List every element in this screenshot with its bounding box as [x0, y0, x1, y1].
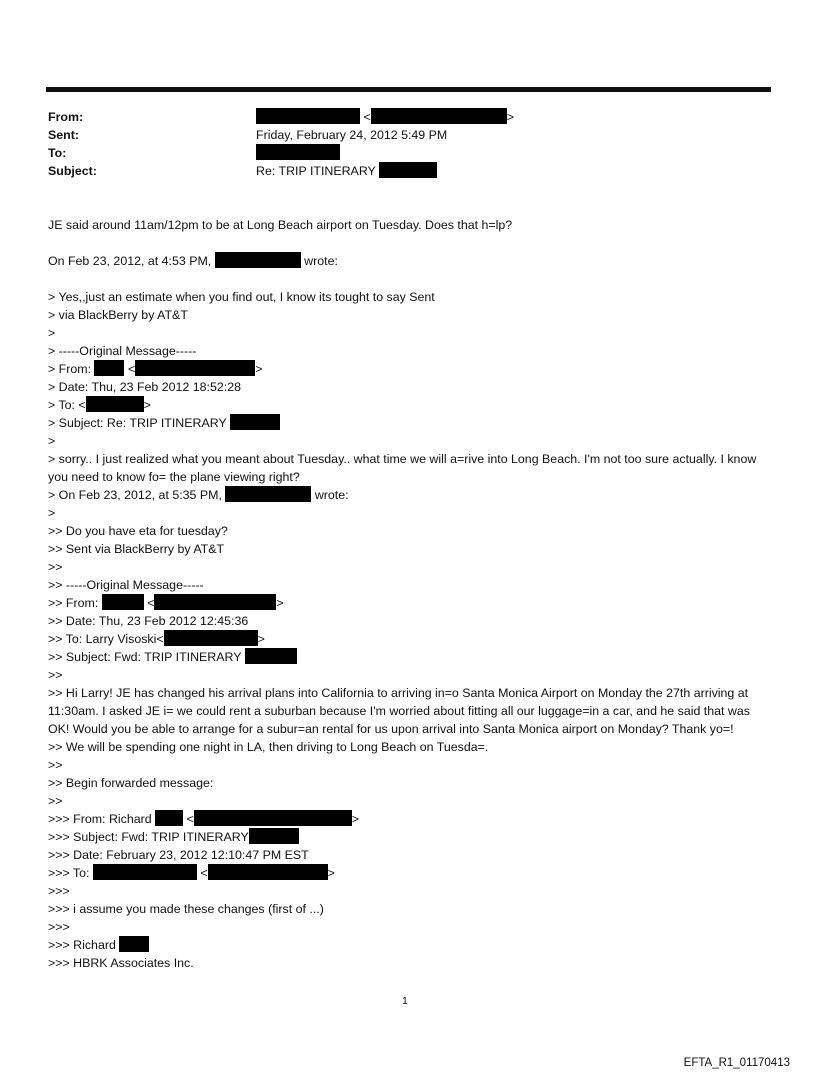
body-line	[48, 396, 760, 414]
text: <	[127, 362, 136, 376]
to-label: To:	[48, 146, 67, 160]
redaction	[256, 108, 360, 124]
body-line: >	[48, 434, 56, 448]
body-line	[48, 828, 760, 846]
sent-label: Sent:	[48, 128, 79, 142]
body-line: >>	[48, 758, 63, 772]
body-line	[48, 486, 760, 504]
text: >	[143, 398, 151, 412]
from-value	[256, 108, 514, 126]
body-line: >>	[48, 794, 63, 808]
body-line: > Date: Thu, 23 Feb 2012 18:52:28	[48, 380, 242, 394]
redaction	[93, 864, 197, 880]
text: >>> From: Richard	[48, 812, 152, 826]
body-line	[48, 810, 760, 828]
subject-value	[256, 162, 437, 180]
redaction	[256, 144, 340, 160]
text: >	[327, 866, 335, 880]
text: >	[351, 812, 360, 826]
redaction	[371, 108, 507, 124]
subject-text: Re: TRIP ITINERARY	[256, 164, 376, 178]
text: wrote:	[314, 488, 349, 502]
body-line: >>>	[48, 920, 70, 934]
redaction	[225, 486, 311, 502]
redaction	[119, 936, 149, 952]
redaction	[194, 810, 352, 826]
text: >>> Subject: Fwd: TRIP ITINERARY	[48, 830, 249, 844]
body-line: >> Do you have eta for tuesday?	[48, 524, 228, 538]
sent-row	[48, 126, 768, 144]
redaction	[154, 594, 276, 610]
text: wrote:	[304, 254, 338, 268]
text: >> To: Larry Visoski<	[48, 632, 164, 646]
redaction	[208, 864, 328, 880]
body-line: >> We will be spending one night in LA, then driving to Long Beach on Tuesda=.	[48, 740, 489, 754]
document-id: EFTA_R1_01170413	[683, 1057, 790, 1069]
text: <	[147, 596, 155, 610]
redaction	[249, 828, 299, 844]
text: >>> Richard	[48, 938, 116, 952]
text: <	[200, 866, 208, 880]
text: >	[257, 632, 265, 646]
angle-open: <	[363, 110, 371, 124]
body-line	[48, 594, 760, 612]
from-label: From:	[48, 110, 84, 124]
email-header	[48, 108, 768, 180]
to-value	[256, 144, 340, 162]
text: > From:	[48, 362, 92, 376]
text: <	[186, 812, 194, 826]
spacer	[48, 234, 760, 252]
redaction	[94, 360, 124, 376]
redaction	[155, 810, 183, 826]
text: >	[255, 362, 263, 376]
text: > Subject: Re: TRIP ITINERARY	[48, 416, 227, 430]
body-line: >>	[48, 560, 63, 574]
body-line: >> Sent via BlackBerry by AT&T	[48, 542, 225, 556]
body-line	[48, 414, 760, 432]
text: > To: <	[48, 398, 86, 412]
body-line: >>	[48, 668, 63, 682]
header-rule	[46, 87, 771, 92]
spacer	[48, 270, 760, 288]
text: >	[276, 596, 284, 610]
body-line	[48, 252, 760, 270]
redaction	[86, 396, 144, 412]
body-paragraph: >> Hi Larry! JE has changed his arrival plans into California to arriving in=o Santa Monica Airport on Monday the 27th arriving at 11:30am. I asked JE i= we could rent a suburban because I'm worried about fitting all our luggage=in a car, and he said that was OK! Would you be able to arrange for a subur=an rental for us upon arrival into Santa Monica airport on Monday? Thank yo=!	[48, 686, 750, 736]
body-line: >>> HBRK Associates Inc.	[48, 956, 194, 970]
redaction	[102, 594, 144, 610]
page-number: 1	[402, 995, 408, 1007]
redaction	[215, 252, 301, 268]
redaction	[135, 360, 255, 376]
body-line: >>>	[48, 884, 70, 898]
body-line: >>> i assume you made these changes (first of ...)	[48, 902, 324, 916]
body-line: >> Date: Thu, 23 Feb 2012 12:45:36	[48, 614, 249, 628]
angle-close: >	[506, 110, 514, 124]
to-row	[48, 144, 768, 162]
text: >>> To:	[48, 866, 90, 880]
text: On Feb 23, 2012, at 4:53 PM,	[48, 254, 212, 268]
redaction	[379, 162, 437, 178]
body-line	[48, 648, 760, 666]
subject-label: Subject:	[48, 164, 97, 178]
body-line: > -----Original Message-----	[48, 344, 197, 358]
redaction	[164, 630, 258, 646]
body-line	[48, 936, 760, 954]
text: >> Subject: Fwd: TRIP ITINERARY	[48, 650, 242, 664]
text: > On Feb 23, 2012, at 5:35 PM,	[48, 488, 222, 502]
subject-row	[48, 162, 768, 180]
body-line	[48, 360, 760, 378]
body-line: >	[48, 506, 56, 520]
body-line	[48, 864, 760, 882]
redaction	[230, 414, 280, 430]
body-line	[48, 630, 760, 648]
body-line: > via BlackBerry by AT&T	[48, 308, 188, 322]
body-line: >> -----Original Message-----	[48, 578, 204, 592]
body-line: > Yes,,just an estimate when you find out, I know its tought to say Sent	[48, 290, 435, 304]
text: >> From:	[48, 596, 99, 610]
body-line: >	[48, 326, 56, 340]
body-line: JE said around 11am/12pm to be at Long Beach airport on Tuesday. Does that h=lp?	[48, 218, 513, 232]
sent-value: Friday, February 24, 2012 5:49 PM	[256, 128, 448, 142]
body-line: >>> Date: February 23, 2012 12:10:47 PM EST	[48, 848, 309, 862]
email-body	[48, 216, 760, 972]
from-row	[48, 108, 768, 126]
redaction	[245, 648, 297, 664]
body-line: >> Begin forwarded message:	[48, 776, 214, 790]
body-paragraph: > sorry.. I just realized what you meant about Tuesday.. what time we will a=rive into Long Beach. I'm not too sure actually. I know you need to know fo= the plane viewing right?	[48, 452, 757, 484]
